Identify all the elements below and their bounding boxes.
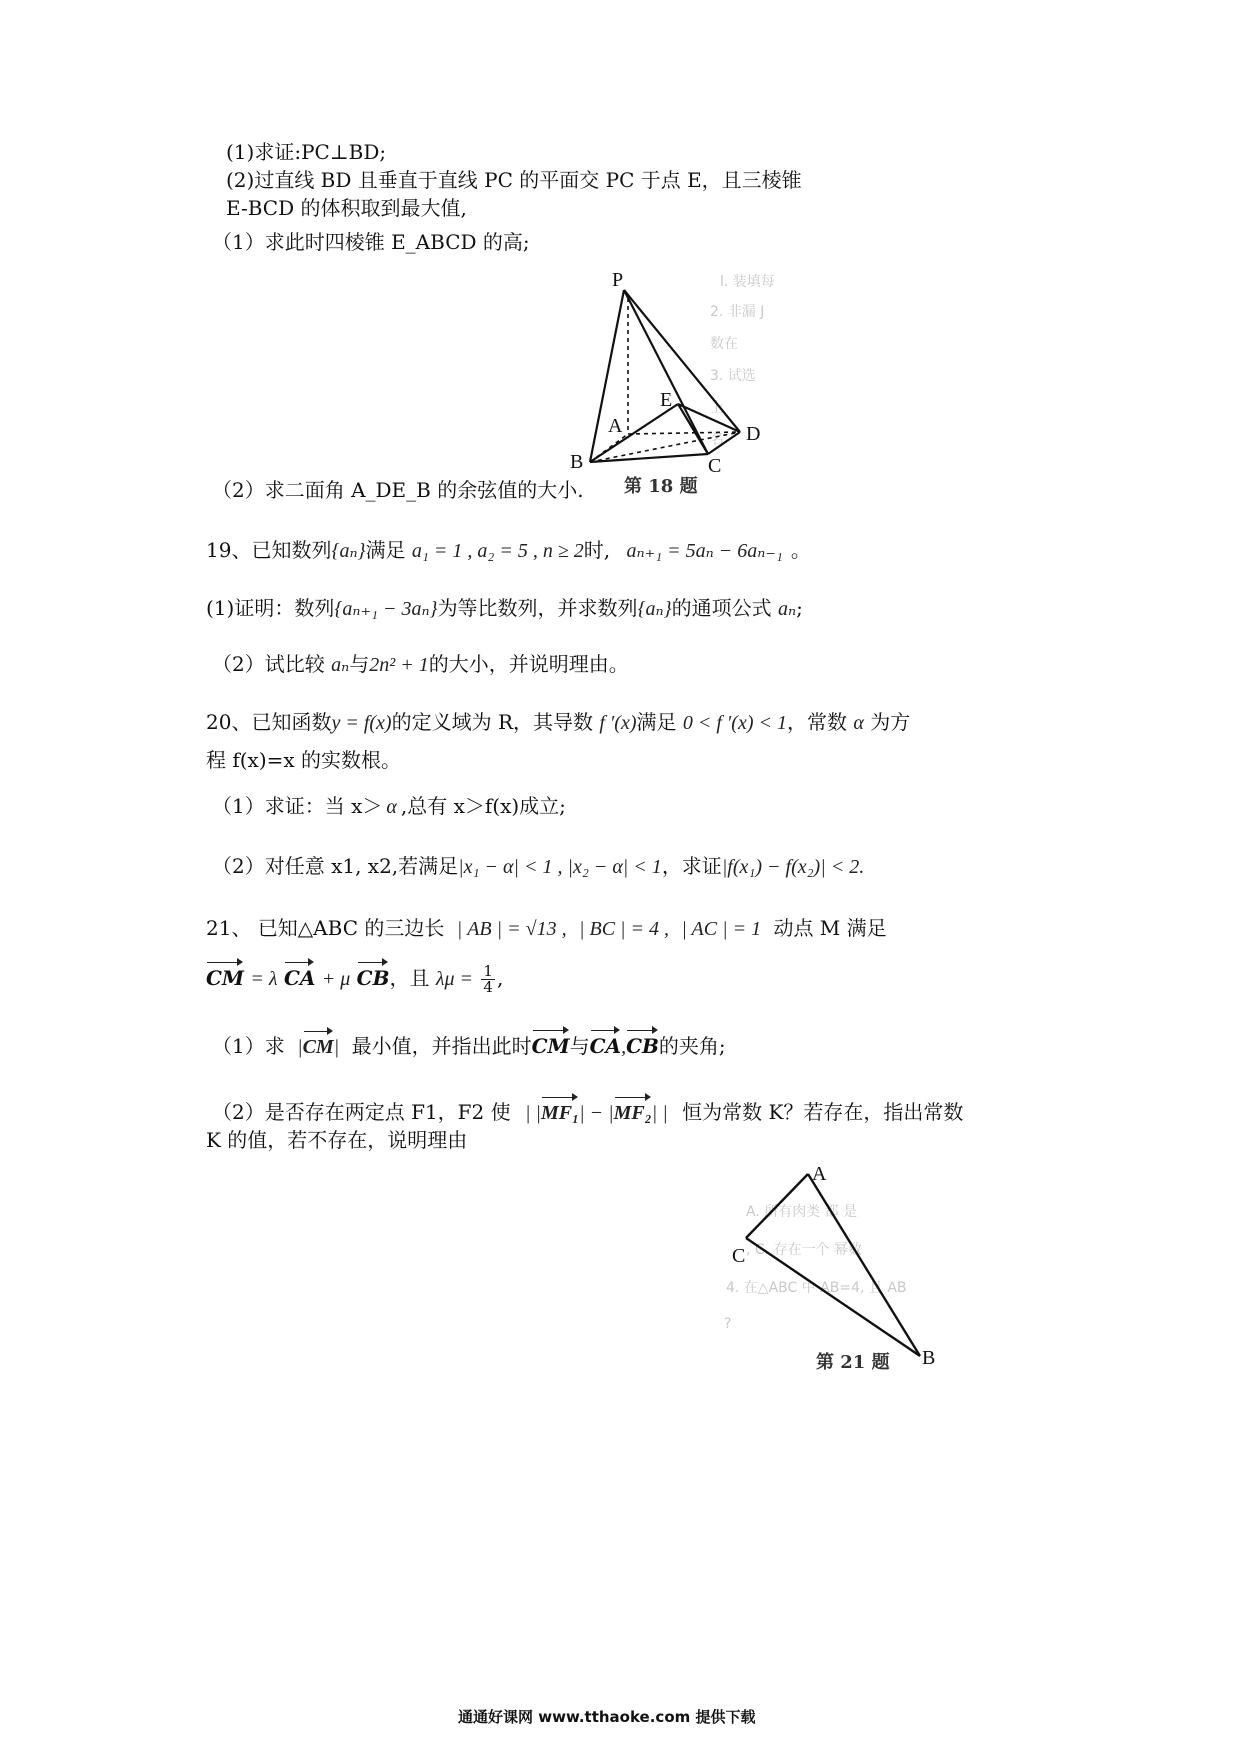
q19-intro	[206, 536, 811, 565]
svg-text:3. 试选: 3. 试选	[710, 368, 756, 384]
q21-label-a: A	[812, 1163, 827, 1185]
q19-intro-text2: 满足	[365, 538, 406, 562]
q20-part1-alpha: α	[386, 796, 397, 818]
page-footer: 通通好课网 www.tthaoke.com 提供下载	[458, 1708, 756, 1726]
q20-part2-text2: ，求证	[661, 854, 722, 878]
q19-part2-text3: 的大小，并说明理由。	[428, 652, 629, 676]
q20-part2-text: （2）对任意 x1, x2,若满足	[212, 854, 459, 878]
q19-part1-text: (1)证明：数列	[206, 596, 335, 620]
q18-part2-line1: (2)过直线 BD 且垂直于直线 PC 的平面交 PC 于点 E，且三棱锥	[226, 168, 802, 192]
q18-part2-line2: E-BCD 的体积取到最大值,	[226, 196, 467, 220]
q18-part1: (1)求证:PC⊥BD;	[226, 140, 387, 164]
q21-part1-vector-cm: CM	[303, 1033, 334, 1061]
q19-part1-text2: 为等比数列，并求数列	[437, 596, 638, 620]
q21-fraction-denominator: 4	[483, 978, 493, 996]
q18-label-b: B	[570, 451, 584, 473]
q21-part1-text2: 最小值，并指出此时	[351, 1034, 532, 1058]
q21-part1-vector-cm2: CM	[531, 1034, 570, 1058]
svg-text:数在: 数在	[710, 336, 738, 352]
q21-part2-text: （2）是否存在两定点 F1，F2 使	[212, 1100, 511, 1124]
q20-function: y = f(x)	[331, 712, 392, 734]
q20-intro-text3: 满足	[636, 710, 677, 734]
q19-intro-end: 。	[790, 538, 811, 562]
q21-fraction-numerator: 1	[483, 962, 493, 980]
q20-intro-text5: 为方	[870, 710, 911, 734]
q21-part1-text4: 的夹角;	[658, 1034, 726, 1058]
q21-part1-text3: 与	[569, 1034, 590, 1058]
q21-figure-edges	[746, 1174, 920, 1356]
q20-part1-text2: ,总有 x＞f(x)成立;	[400, 794, 566, 818]
svg-text:A. 所有肉类 都 是: A. 所有肉类 都 是	[746, 1204, 858, 1220]
q19-initial-conditions: a₁ = 1 , a₂ = 5 , n ≥ 2	[411, 540, 584, 562]
q21-lambda-mu: λμ =	[435, 968, 474, 990]
q19-recurrence: aₙ₊₁ = 5aₙ − 6aₙ₋₁	[626, 540, 783, 562]
q21-part2-text2: 恒为常数 K？若存在，指出常数	[682, 1100, 964, 1124]
q20-intro-text: 20、已知函数	[206, 710, 332, 734]
svg-text:, C. 存在一个 幂数: , C. 存在一个 幂数	[746, 1242, 863, 1258]
q20-intro-line1	[206, 708, 910, 737]
q21-vector-mf2: MF₂	[614, 1099, 652, 1127]
q21-side-bc: | BC | = 4 ,	[578, 918, 670, 940]
q21-part1-text: （1）求	[212, 1034, 285, 1058]
q20-part2	[212, 852, 864, 881]
q19-intro-text3: 时,	[583, 538, 611, 562]
q21-lambda: λ	[268, 968, 278, 990]
svg-text:名: 名	[710, 432, 724, 448]
q18-label-d: D	[746, 423, 761, 445]
q21-vector-cb: CB	[356, 966, 390, 990]
q21-side-ac: | AC | = 1	[681, 918, 762, 940]
q21-part2-expression: | |MF₁| − |MF₂| |	[525, 1102, 668, 1124]
q20-intro-text4: ，常数	[787, 710, 847, 734]
q21-intro-text2: 动点 M 满足	[773, 916, 887, 940]
q19-intro-text: 19、已知数列	[206, 538, 332, 562]
q21-intro-text3: ，且	[389, 966, 430, 990]
q21-part2-line1	[212, 1098, 963, 1127]
q19-part1-end: ;	[796, 596, 803, 620]
svg-text:4. 在△ABC 中 AB=4, 且 AB: 4. 在△ABC 中 AB=4, 且 AB	[726, 1280, 907, 1296]
q20-part1-text: （1）求证：当 x＞	[212, 794, 383, 818]
q21-label-c: C	[732, 1245, 746, 1267]
q18-label-a: A	[608, 415, 623, 437]
q19-sequence: {aₙ}	[331, 540, 366, 562]
q18-figure-caption: 第 18 题	[624, 476, 698, 497]
q21-vector-cm: CM	[206, 966, 245, 990]
q21-label-b: B	[922, 1347, 936, 1369]
q21-vector-ca: CA	[283, 966, 316, 990]
q20-part2-goal: |f(x₁) − f(x₂)| < 2.	[721, 856, 865, 878]
q19-part2-an: aₙ	[331, 654, 350, 676]
q21-vector-mf1: MF₁	[541, 1099, 579, 1127]
q20-intro-text2: 的定义域为 R，其导数	[391, 710, 594, 734]
svg-text:?: ?	[724, 1316, 732, 1332]
q20-part1	[212, 792, 566, 821]
q21-fraction	[481, 964, 495, 995]
q18-label-p: P	[612, 269, 624, 291]
q19-part1-sequence: {aₙ₊₁ − 3aₙ}	[334, 598, 438, 620]
q21-side-ab: | AB | = √13 ,	[456, 918, 567, 940]
svg-text:上: 上	[710, 400, 724, 416]
q19-part2	[212, 650, 629, 679]
q18-label-e: E	[660, 389, 673, 411]
q21-figure-ghost-text	[724, 1203, 907, 1332]
q21-intro-line1	[206, 914, 887, 943]
q21-part2-line2: K 的值，若不存在，说明理由	[206, 1128, 468, 1152]
q18-label-c: C	[708, 455, 722, 477]
q21-intro-text: 21、 已知△ABC 的三边长	[206, 916, 445, 940]
q21-part1-vector-cb: CB	[626, 1034, 659, 1058]
q21-mu: μ	[340, 968, 351, 990]
q19-part1-sequence2: {aₙ}	[637, 598, 672, 620]
q21-intro-line2: CM = λ CA + μ CB，且 λμ = $\frac{1}{4}$ ,	[206, 962, 504, 996]
q21-intro-end: ,	[496, 966, 504, 990]
q19-part1-text3: 的通项公式	[671, 596, 772, 620]
q21-part1: （1）求 |CM| 最小值，并指出此时CM与CA,CB的夹角;	[212, 1032, 726, 1061]
q20-part2-condition: |x₁ − α| < 1 , |x₂ − α| < 1	[458, 856, 662, 878]
q21-part1-vector-ca: CA	[589, 1034, 622, 1058]
q21-figure-caption: 第 21 题	[816, 1352, 890, 1373]
q19-part2-text2: 与	[349, 652, 370, 676]
q20-inequality: 0 < f ′(x) < 1	[682, 712, 787, 734]
q21-triangle-figure	[710, 1158, 960, 1390]
q19-part1	[206, 594, 803, 623]
svg-text:l. 装填每: l. 装填每	[720, 274, 775, 290]
q20-alpha: α	[853, 712, 864, 734]
q20-derivative: f ′(x)	[599, 712, 637, 734]
q20-intro-line2: 程 f(x)=x 的实数根。	[206, 748, 402, 772]
q19-part2-expression: 2n² + 1	[369, 654, 429, 676]
q19-part1-an: aₙ	[778, 598, 797, 620]
q18-pyramid-figure	[560, 262, 775, 502]
q18-sub1: （1）求此时四棱锥 E_ABCD 的高;	[212, 230, 530, 254]
q19-part2-text: （2）试比较	[212, 652, 325, 676]
q18-sub2: （2）求二面角 A_DE_B 的余弦值的大小.	[212, 478, 584, 502]
svg-text:2. 非漏 J: 2. 非漏 J	[710, 304, 765, 320]
